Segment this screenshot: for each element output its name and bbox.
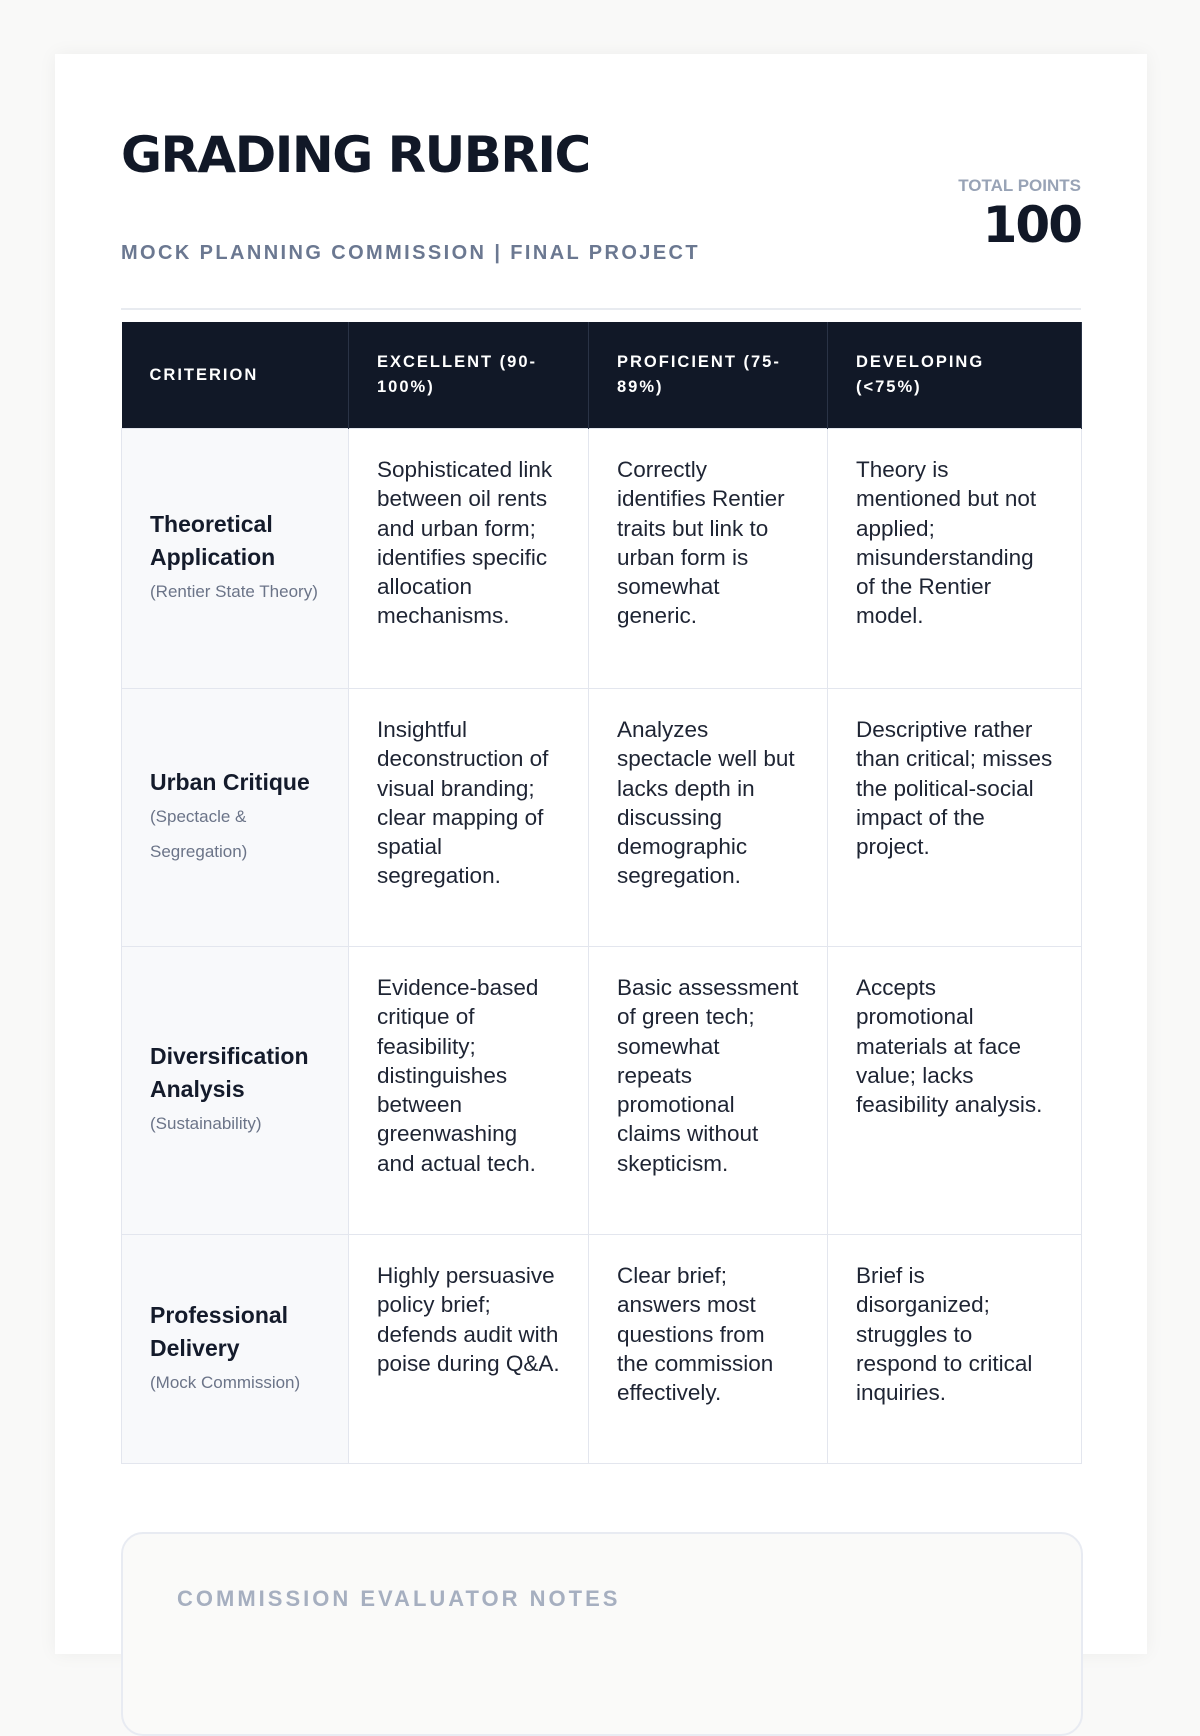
table-row	[122, 1235, 1082, 1464]
criterion-subtitle: (Mock Commission)	[150, 1372, 301, 1392]
descriptor-cell: Clear brief; answers most questions from the commission effectively.	[589, 1235, 828, 1464]
descriptor-cell: Analyzes spectacle well but lacks depth in discussing demographic segregation.	[589, 689, 828, 947]
page-subtitle: MOCK PLANNING COMMISSION | FINAL PROJECT	[121, 242, 701, 264]
evaluator-notes-box	[121, 1532, 1083, 1736]
rubric-header	[121, 124, 1081, 310]
table-row	[122, 947, 1082, 1235]
criterion-subtitle: (Rentier State Theory)	[150, 582, 318, 601]
criterion-name: Theoretical Application	[150, 511, 276, 570]
table-header-row	[122, 322, 1082, 429]
criterion-cell	[122, 429, 349, 689]
total-points-value: 100	[982, 196, 1081, 254]
criterion-name: Urban Critique	[150, 769, 310, 795]
page-title: GRADING RUBRIC	[121, 126, 590, 184]
column-header: DEVELOPING (<75%)	[828, 322, 1082, 429]
criterion-cell	[122, 1235, 349, 1464]
rubric-card	[55, 54, 1147, 1654]
descriptor-cell: Insightful deconstruction of visual branding; clear mapping of spatial segregation.	[349, 689, 589, 947]
criterion-cell	[122, 689, 349, 947]
descriptor-cell: Correctly identifies Rentier traits but link to urban form is somewhat generic.	[589, 429, 828, 689]
descriptor-cell: Descriptive rather than critical; misses the political-social impact of the project.	[828, 689, 1082, 947]
total-points-label: TOTAL POINTS	[958, 176, 1081, 195]
descriptor-cell: Evidence-based critique of feasibility; distinguishes between greenwashing and actual tech.	[349, 947, 589, 1235]
table-row	[122, 689, 1082, 947]
column-header: CRITERION	[122, 322, 349, 429]
descriptor-cell: Accepts promotional materials at face value; lacks feasibility analysis.	[828, 947, 1082, 1235]
column-header: PROFICIENT (75-89%)	[589, 322, 828, 429]
criterion-name: Professional Delivery	[150, 1301, 289, 1361]
column-header: EXCELLENT (90-100%)	[349, 322, 589, 429]
descriptor-cell: Brief is disorganized; struggles to respond to critical inquiries.	[828, 1235, 1082, 1464]
table-row	[122, 429, 1082, 689]
criterion-cell	[122, 947, 349, 1235]
descriptor-cell: Highly persuasive policy brief; defends audit with poise during Q&A.	[349, 1235, 589, 1464]
evaluator-notes-title: COMMISSION EVALUATOR NOTES	[177, 1586, 621, 1611]
criterion-subtitle: (Spectacle & Segregation)	[150, 807, 248, 861]
rubric-table	[121, 322, 1082, 1464]
descriptor-cell: Sophisticated link between oil rents and urban form; identifies specific allocation mechanisms.	[349, 429, 589, 689]
criterion-name: Diversification Analysis	[150, 1043, 309, 1102]
criterion-subtitle: (Sustainability)	[150, 1114, 262, 1133]
descriptor-cell: Basic assessment of green tech; somewhat repeats promotional claims without skepticism.	[589, 947, 828, 1235]
descriptor-cell: Theory is mentioned but not applied; misunderstanding of the Rentier model.	[828, 429, 1082, 689]
